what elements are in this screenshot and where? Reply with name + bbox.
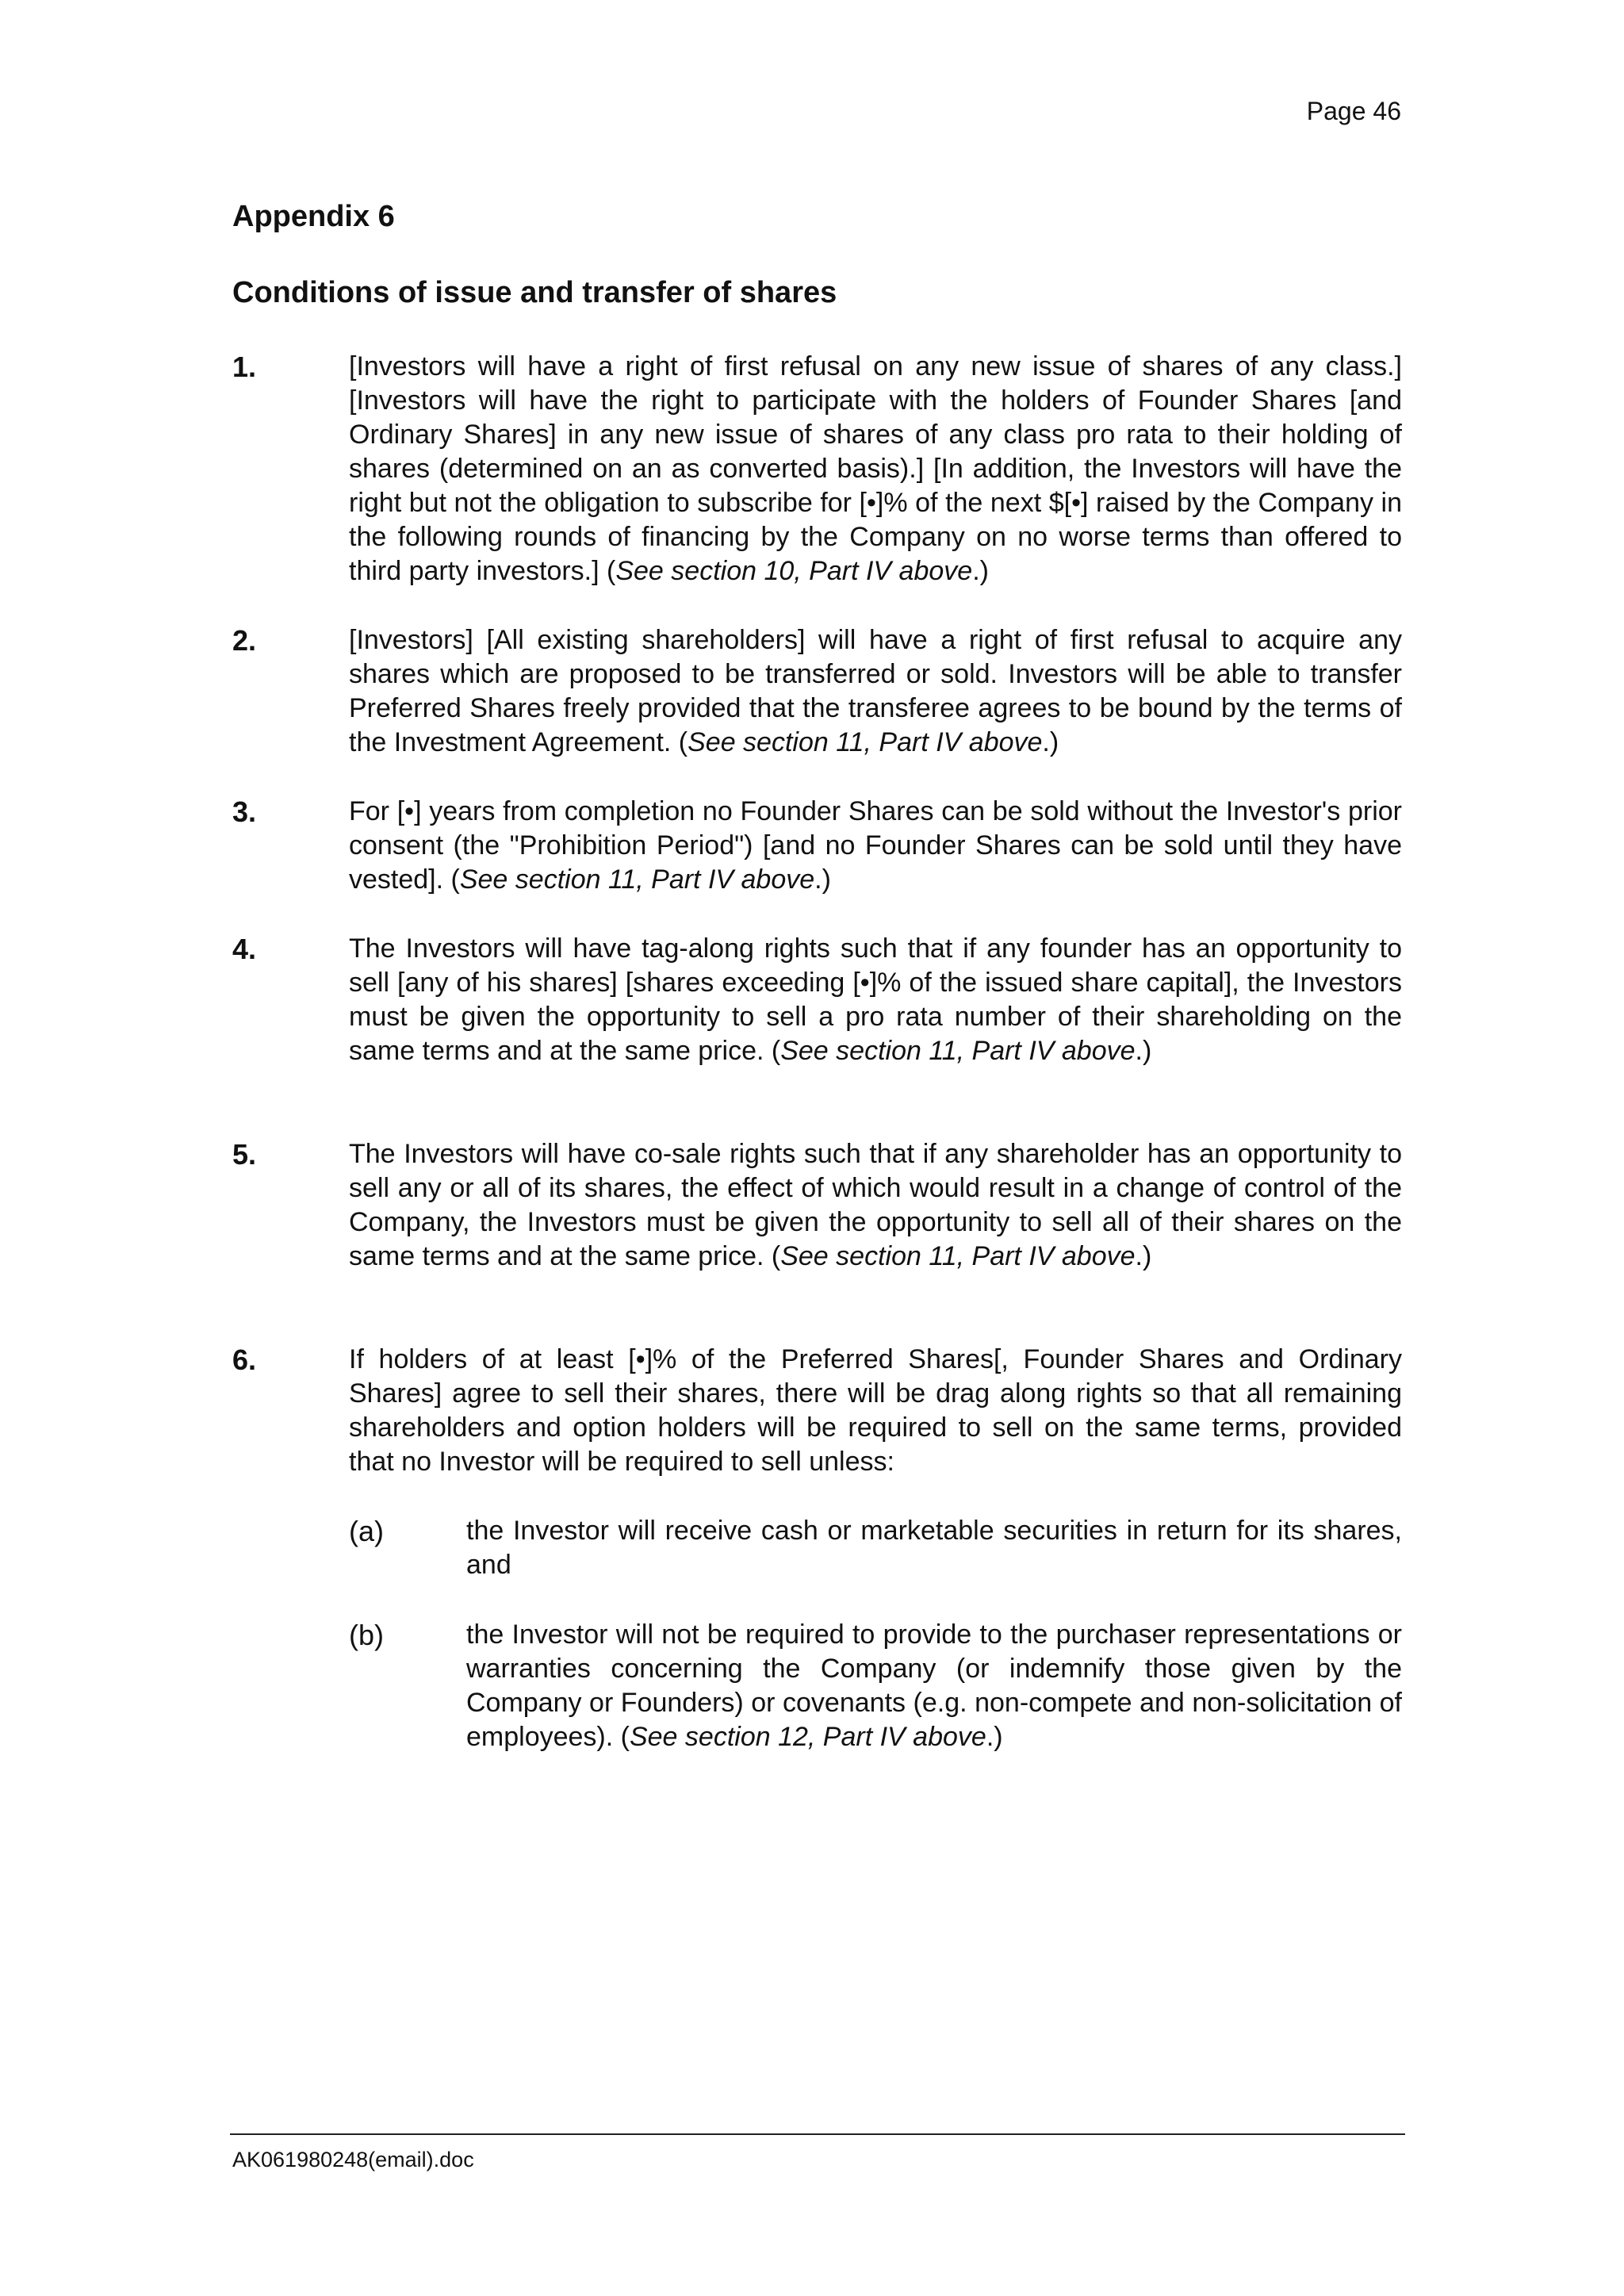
item-number: 5. [232,1138,257,1171]
list-item [232,795,1402,897]
list-item [232,623,1402,760]
sub-item-text: the Investor will receive cash or marketable securities in return for its shares, and [466,1516,1402,1580]
list-item [232,1137,1402,1274]
item-number: 4. [232,933,257,965]
sub-list-item [349,1618,1402,1754]
cross-reference: See section 11, Part IV above [780,1036,1136,1066]
sub-item-label: (a) [349,1515,384,1547]
item-number: 6. [232,1343,257,1376]
cross-reference: See section 12, Part IV above [629,1722,986,1752]
cross-reference: See section 11, Part IV above [459,864,815,895]
item-number: 1. [232,351,257,383]
item-text: [Investors] [All existing shareholders] will have a right of first refusal to acquire any shares which are proposed to be transferred or sold. Investors will be able to transfer Preferred Shares freely provided that the transferee agrees to be bound by the terms of the Investment Agreement. (See section 11, Part IV above.) [349,625,1402,757]
item-text: The Investors will have co-sale rights such that if any shareholder has an opportunity to sell any or all of its shares, the effect of which would result in a change of control of the Company, the Investors must be given the opportunity to sell all of their shares on the same terms and at the same price. (See section 11, Part IV above.) [349,1139,1402,1271]
cross-reference: See section 11, Part IV above [780,1241,1136,1271]
cross-reference: See section 10, Part IV above [615,556,973,586]
list-item [232,932,1402,1068]
list-item [232,350,1402,588]
sub-list-item [349,1514,1402,1582]
section-title: Conditions of issue and transfer of shares [232,276,837,309]
appendix-title: Appendix 6 [232,200,395,233]
page-number: Page 46 [1306,97,1401,125]
sub-item-label: (b) [349,1619,384,1651]
item-text: The Investors will have tag-along rights such that if any founder has an opportunity to sell [any of his shares] [shares exceeding [•]% of the issued share capital], the Investors must be given the opportunity to sell a pro rata number of their shareholding on the same terms and at the same price. (See section 11, Part IV above.) [349,933,1402,1066]
item-text: [Investors will have a right of first refusal on any new issue of shares of any class.] [Investors will have the right to participate with the holders of Founder Shares [and Ordinary Shares] in any new issue of shares of any class pro rata to their holding of shares (determined on an as converted basis).] [In addition, the Investors will have the right but not the obligation to subscribe for [•]% of the next $[•] raised by the Company in the following rounds of financing by the Company on no worse terms than offered to third party investors.] (See section 10, Part IV above.) [349,351,1402,586]
list-item [232,1343,1402,1479]
footer-divider [230,2133,1405,2135]
footer-document-reference: AK061980248(email).doc [232,2148,474,2171]
item-text: If holders of at least [•]% of the Preferred Shares[, Founder Shares and Ordinary Shares] agree to sell their shares, there will be drag along rights so that all remaining shareholders and option holders will be required to sell on the same terms, provided that no Investor will be required to sell unless: [349,1344,1402,1477]
sub-item-text: the Investor will not be required to provide to the purchaser representations or warranties concerning the Company (or indemnify those given by the Company or Founders) or covenants (e.g. non-compete and non-solicitation of employees). (See section 12, Part IV above.) [466,1619,1402,1752]
cross-reference: See section 11, Part IV above [688,727,1043,757]
item-number: 3. [232,795,257,828]
item-text: For [•] years from completion no Founder Shares can be sold without the Investor's prior consent (the "Prohibition Period") [and no Founder Shares can be sold until they have vested]. (See section 11, Part IV above.) [349,796,1402,895]
item-number: 2. [232,624,257,657]
